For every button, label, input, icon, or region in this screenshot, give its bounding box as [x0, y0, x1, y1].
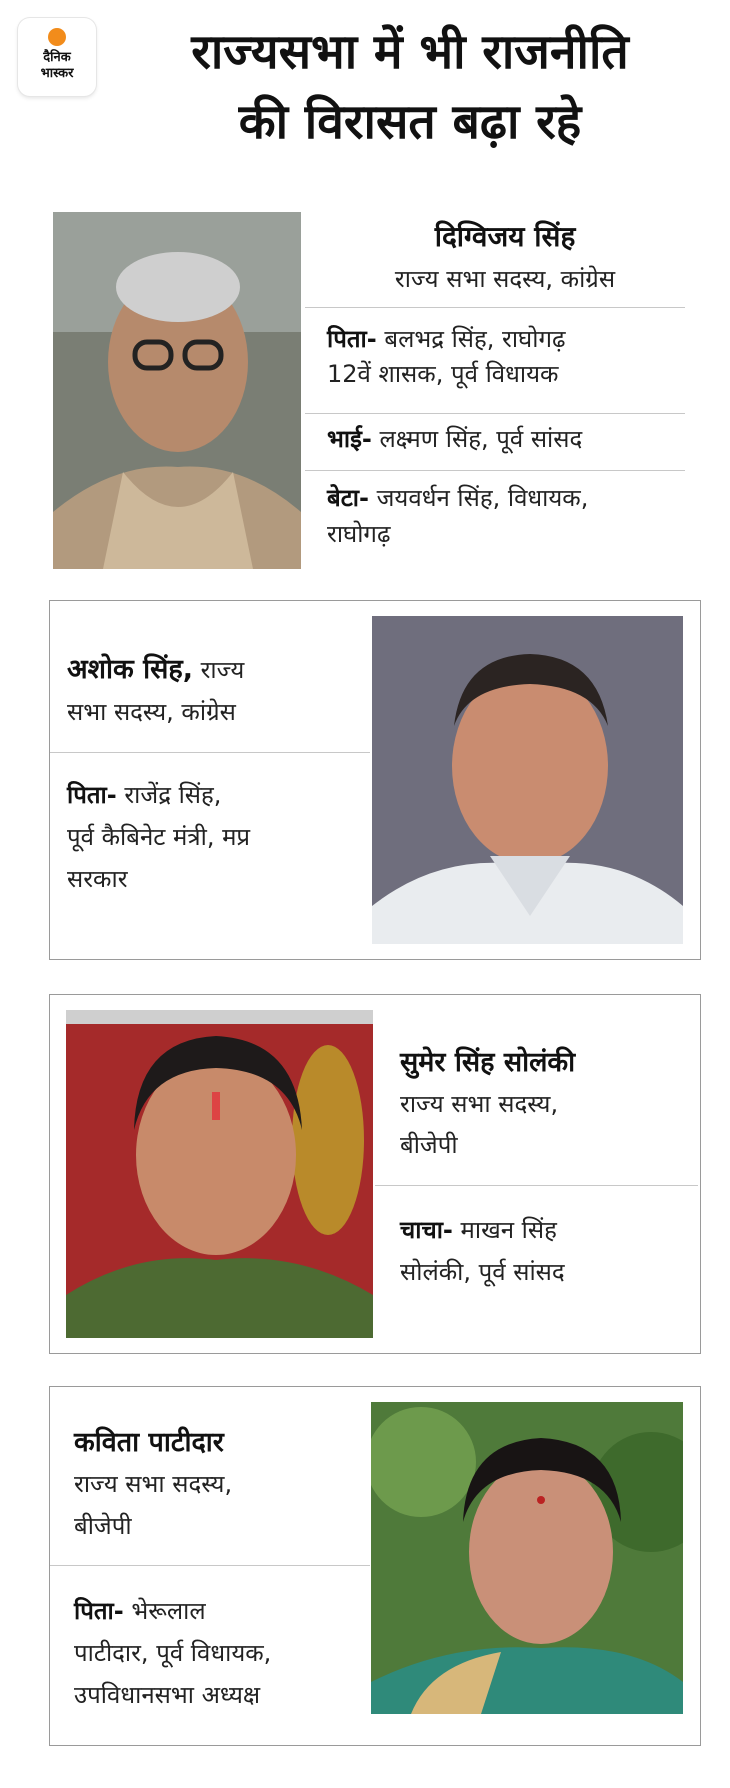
profile-4-role-line2: बीजेपी	[74, 1512, 132, 1540]
profile-2-name-line	[67, 652, 367, 688]
profile-2-name: अशोक सिंह,	[67, 654, 193, 685]
logo-sun-icon	[48, 28, 66, 46]
page-title-line1: राज्यसभा में भी राजनीति	[191, 24, 629, 80]
profile-4-role-line1: राज्य सभा सदस्य,	[74, 1470, 233, 1498]
profile-1-name: दिग्विजय सिंह	[434, 220, 576, 253]
profile-4-relation-1	[74, 1594, 364, 1629]
relation-label: भाई-	[327, 425, 372, 453]
profile-2-relation-1-line2: पूर्व कैबिनेट मंत्री, मप्र	[67, 823, 251, 851]
profile-3-relation-1-line2: सोलंकी, पूर्व सांसद	[400, 1258, 565, 1286]
relation-label: पिता-	[74, 1597, 124, 1625]
profile-4-relation-1-line2: पाटीदार, पूर्व विधायक,	[74, 1639, 272, 1667]
logo-line2: भास्कर	[40, 66, 74, 81]
relation-label: पिता-	[327, 325, 377, 353]
divider	[305, 413, 685, 414]
profile-4-name: कविता पाटीदार	[74, 1427, 224, 1458]
relation-text: बलभद्र सिंह, राघोगढ़	[384, 325, 566, 353]
profile-1-relation-1	[327, 322, 707, 357]
profile-3-name: सुमेर सिंह सोलंकी	[400, 1047, 576, 1078]
page-title-line2: की विरासत बढ़ा रहे	[238, 94, 582, 150]
profile-1-relation-3	[327, 481, 707, 516]
profile-3-role-line2: बीजेपी	[400, 1131, 458, 1159]
profile-2-role-line2: सभा सदस्य, कांग्रेस	[67, 698, 236, 726]
relation-label: पिता-	[67, 781, 117, 809]
relation-label: चाचा-	[400, 1216, 453, 1244]
relation-text: माखन सिंह	[460, 1216, 557, 1244]
relation-text: लक्ष्मण सिंह, पूर्व सांसद	[379, 425, 583, 453]
portrait-photo-kavita	[371, 1402, 683, 1714]
profile-3-relation-1	[400, 1213, 690, 1248]
divider	[305, 470, 685, 471]
profile-1-role: राज्य सभा सदस्य, कांग्रेस	[394, 265, 616, 293]
profile-1-relation-2	[327, 422, 707, 457]
profile-2-relation-1	[67, 778, 367, 813]
portrait-photo-digvijay	[53, 212, 301, 569]
portrait-photo-ashok	[372, 616, 683, 944]
profile-1-relation-1-line2: 12वें शासक, पूर्व विधायक	[327, 360, 559, 388]
relation-label: बेटा-	[327, 484, 369, 512]
logo-line1: दैनिक	[43, 50, 71, 65]
dainik-bhaskar-logo	[18, 18, 96, 96]
profile-3-role-line1: राज्य सभा सदस्य,	[400, 1090, 559, 1118]
divider	[305, 307, 685, 308]
profile-1-relation-3-line2: राघोगढ़	[327, 520, 391, 548]
divider	[50, 752, 370, 753]
profile-2-relation-1-line3: सरकार	[67, 865, 128, 893]
profile-2-role-line1: राज्य	[200, 656, 245, 684]
relation-text: जयवर्धन सिंह, विधायक,	[376, 484, 589, 512]
portrait-photo-sumer	[66, 1010, 373, 1338]
profile-4-relation-1-line3: उपविधानसभा अध्यक्ष	[74, 1681, 261, 1709]
divider	[50, 1565, 370, 1566]
relation-text: भेरूलाल	[131, 1597, 206, 1625]
divider	[375, 1185, 698, 1186]
relation-text: राजेंद्र सिंह,	[124, 781, 222, 809]
